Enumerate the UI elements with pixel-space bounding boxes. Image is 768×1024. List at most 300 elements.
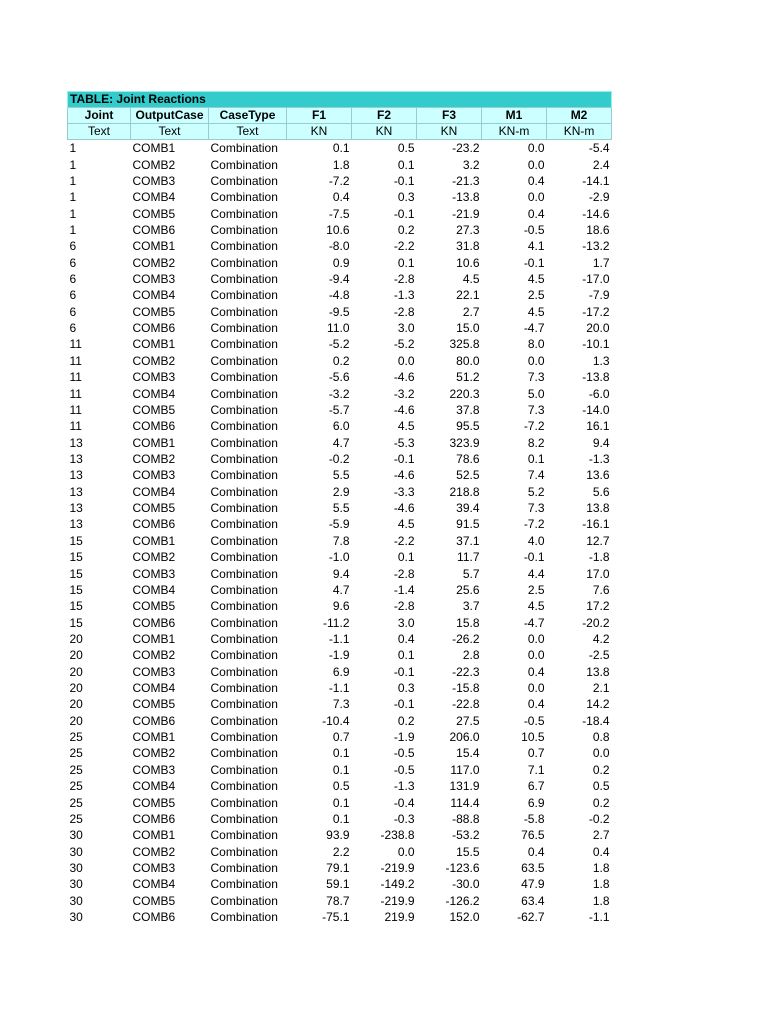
cell-f1: 0.7 bbox=[332, 730, 350, 745]
cell-joint: 15 bbox=[69, 615, 83, 630]
cell-f3: 2.8 bbox=[462, 648, 480, 663]
column-header-f2: F2 bbox=[352, 108, 417, 124]
cell-f2: -4.6 bbox=[393, 402, 415, 417]
cell-case-type: Combination bbox=[210, 877, 278, 892]
cell-f2: -0.1 bbox=[393, 452, 415, 466]
cell-f1: -1.1 bbox=[328, 631, 350, 646]
cell-output-case: COMB5 bbox=[132, 501, 176, 516]
table-row bbox=[68, 500, 612, 516]
cell-f3: 131.9 bbox=[449, 779, 480, 794]
table-row bbox=[68, 778, 612, 794]
cell-f2: -1.4 bbox=[393, 582, 415, 597]
cell-m1: 63.4 bbox=[521, 893, 545, 908]
cell-joint: 25 bbox=[69, 779, 83, 794]
cell-joint: 25 bbox=[69, 795, 83, 810]
cell-m2: 1.8 bbox=[592, 860, 610, 875]
cell-f1: 6.0 bbox=[332, 419, 350, 434]
table-row bbox=[68, 467, 612, 483]
cell-joint: 11 bbox=[69, 402, 82, 417]
table-row bbox=[68, 434, 612, 450]
cell-output-case: COMB3 bbox=[132, 370, 176, 385]
cell-joint: 11 bbox=[69, 353, 82, 368]
cell-f3: -21.3 bbox=[452, 173, 480, 188]
cell-f3: 31.8 bbox=[456, 239, 480, 254]
cell-f3: 22.1 bbox=[456, 288, 480, 303]
cell-f3: -23.2 bbox=[452, 141, 480, 156]
table-row bbox=[68, 745, 612, 761]
cell-m1: 5.0 bbox=[527, 386, 545, 401]
cell-m1: 10.5 bbox=[521, 730, 545, 745]
cell-m2: -1.3 bbox=[588, 452, 610, 466]
cell-joint: 6 bbox=[69, 255, 77, 270]
cell-f1: -3.2 bbox=[328, 386, 350, 401]
cell-f2: 4.5 bbox=[397, 517, 415, 532]
cell-f2: 3.0 bbox=[397, 321, 415, 336]
table-row bbox=[68, 647, 612, 663]
cell-m1: 7.3 bbox=[527, 501, 545, 516]
cell-m2: -13.2 bbox=[582, 239, 610, 254]
cell-output-case: COMB1 bbox=[132, 141, 176, 156]
cell-m1: 0.4 bbox=[527, 173, 545, 188]
cell-output-case: COMB5 bbox=[132, 795, 176, 810]
cell-m1: 0.0 bbox=[527, 157, 545, 172]
table-row bbox=[68, 451, 612, 467]
cell-f2: -1.3 bbox=[393, 779, 415, 794]
cell-f1: 5.5 bbox=[332, 501, 350, 516]
cell-joint: 1 bbox=[69, 206, 77, 221]
cell-f3: -26.2 bbox=[452, 631, 480, 646]
cell-m1: 0.4 bbox=[527, 844, 545, 859]
cell-joint: 20 bbox=[69, 713, 83, 728]
cell-f2: -238.8 bbox=[380, 828, 415, 843]
cell-f2: -0.3 bbox=[393, 811, 415, 826]
cell-f3: 15.5 bbox=[456, 844, 480, 859]
cell-f1: -1.9 bbox=[328, 648, 350, 663]
cell-output-case: COMB1 bbox=[132, 730, 176, 745]
cell-m2: 7.6 bbox=[592, 582, 610, 597]
table-row bbox=[68, 304, 612, 320]
cell-f1: -11.2 bbox=[323, 615, 350, 630]
cell-joint: 1 bbox=[69, 141, 77, 156]
cell-m2: 0.5 bbox=[592, 779, 610, 794]
cell-m2: 0.2 bbox=[592, 762, 610, 777]
cell-m1: 0.7 bbox=[527, 746, 545, 761]
cell-f2: 4.5 bbox=[397, 419, 415, 434]
cell-f3: 78.6 bbox=[456, 452, 480, 466]
cell-f1: 79.1 bbox=[326, 860, 350, 875]
cell-m2: 1.8 bbox=[592, 877, 610, 892]
cell-f3: 218.8 bbox=[449, 484, 480, 499]
cell-f1: 59.1 bbox=[326, 877, 350, 892]
cell-m2: -2.5 bbox=[588, 648, 610, 663]
cell-m1: 4.5 bbox=[527, 599, 545, 614]
cell-joint: 6 bbox=[69, 288, 77, 303]
cell-f2: 0.3 bbox=[397, 681, 415, 696]
cell-f3: -15.8 bbox=[452, 681, 480, 696]
cell-case-type: Combination bbox=[210, 599, 278, 614]
cell-f1: 0.9 bbox=[332, 255, 350, 270]
cell-f1: -75.1 bbox=[322, 910, 350, 925]
cell-joint: 6 bbox=[69, 272, 77, 287]
cell-f3: 15.0 bbox=[456, 321, 480, 336]
cell-f1: 2.9 bbox=[332, 484, 350, 499]
table-row bbox=[68, 909, 612, 925]
cell-f1: 10.6 bbox=[326, 222, 350, 237]
joint-reactions-table bbox=[67, 91, 612, 925]
cell-output-case: COMB2 bbox=[132, 255, 176, 270]
cell-output-case: COMB5 bbox=[132, 304, 176, 319]
cell-f2: 0.1 bbox=[397, 255, 415, 270]
cell-m2: -17.0 bbox=[582, 272, 610, 287]
cell-f3: 51.2 bbox=[456, 370, 480, 385]
cell-case-type: Combination bbox=[210, 566, 278, 581]
cell-output-case: COMB3 bbox=[132, 664, 176, 679]
cell-output-case: COMB6 bbox=[132, 419, 176, 434]
cell-output-case: COMB3 bbox=[132, 762, 176, 777]
cell-f1: 0.1 bbox=[332, 795, 350, 810]
cell-case-type: Combination bbox=[210, 255, 278, 270]
cell-f2: -1.9 bbox=[393, 730, 415, 745]
cell-m1: 6.7 bbox=[527, 779, 545, 794]
cell-f1: 2.2 bbox=[332, 844, 350, 859]
table-row bbox=[68, 811, 612, 827]
table-row bbox=[68, 762, 612, 778]
cell-output-case: COMB6 bbox=[132, 321, 176, 336]
cell-m2: -17.2 bbox=[582, 304, 610, 319]
cell-f2: -219.9 bbox=[380, 893, 415, 908]
cell-case-type: Combination bbox=[210, 468, 278, 483]
cell-output-case: COMB4 bbox=[132, 877, 176, 892]
cell-joint: 15 bbox=[69, 599, 83, 614]
cell-f3: 206.0 bbox=[449, 730, 480, 745]
cell-output-case: COMB1 bbox=[132, 828, 176, 843]
cell-f3: 220.3 bbox=[449, 386, 480, 401]
cell-m2: -14.1 bbox=[582, 173, 610, 188]
cell-case-type: Combination bbox=[210, 484, 278, 499]
cell-case-type: Combination bbox=[210, 173, 278, 188]
table-row bbox=[68, 238, 612, 254]
cell-joint: 25 bbox=[69, 746, 83, 761]
cell-case-type: Combination bbox=[210, 141, 278, 156]
cell-f2: 0.1 bbox=[397, 157, 415, 172]
cell-case-type: Combination bbox=[210, 402, 278, 417]
table-row bbox=[68, 664, 612, 680]
cell-output-case: COMB1 bbox=[132, 533, 176, 548]
cell-output-case: COMB6 bbox=[132, 222, 176, 237]
cell-case-type: Combination bbox=[210, 533, 278, 548]
table-row bbox=[68, 827, 612, 843]
cell-f3: 114.4 bbox=[450, 795, 480, 810]
cell-output-case: COMB2 bbox=[132, 157, 176, 172]
cell-m1: 6.9 bbox=[527, 795, 545, 810]
cell-f1: 0.1 bbox=[332, 811, 350, 826]
cell-output-case: COMB3 bbox=[132, 272, 176, 287]
cell-f3: 117.0 bbox=[450, 762, 480, 777]
cell-m1: -5.8 bbox=[523, 811, 545, 826]
cell-output-case: COMB4 bbox=[132, 386, 176, 401]
cell-f3: -22.3 bbox=[452, 664, 480, 679]
cell-m1: 0.0 bbox=[527, 190, 545, 205]
cell-case-type: Combination bbox=[210, 222, 278, 237]
cell-m2: 0.8 bbox=[592, 730, 610, 745]
cell-m2: 13.8 bbox=[586, 664, 610, 679]
cell-case-type: Combination bbox=[210, 386, 278, 401]
cell-m2: 20.0 bbox=[586, 321, 610, 336]
cell-m1: 4.4 bbox=[527, 566, 545, 581]
table-row bbox=[68, 598, 612, 614]
table-row bbox=[68, 369, 612, 385]
cell-output-case: COMB4 bbox=[132, 190, 176, 205]
cell-f2: -0.1 bbox=[393, 697, 415, 712]
cell-m2: 4.2 bbox=[592, 631, 610, 646]
cell-output-case: COMB3 bbox=[132, 173, 176, 188]
table-row bbox=[68, 860, 612, 876]
column-header-joint: Joint bbox=[68, 108, 131, 124]
cell-f3: 39.4 bbox=[456, 501, 480, 516]
cell-m1: 0.0 bbox=[527, 141, 545, 156]
cell-m2: -10.1 bbox=[582, 337, 610, 352]
cell-f2: 0.3 bbox=[397, 190, 415, 205]
cell-f2: 0.5 bbox=[397, 141, 415, 156]
cell-output-case: COMB1 bbox=[132, 239, 176, 254]
cell-f3: -53.2 bbox=[452, 828, 480, 843]
column-header-m1: M1 bbox=[482, 108, 547, 124]
cell-case-type: Combination bbox=[210, 304, 278, 319]
cell-f3: 323.9 bbox=[449, 435, 480, 450]
cell-joint: 20 bbox=[69, 664, 83, 679]
cell-m1: 63.5 bbox=[521, 860, 545, 875]
cell-m2: -2.9 bbox=[588, 190, 610, 205]
cell-f2: -2.8 bbox=[393, 304, 415, 319]
cell-output-case: COMB5 bbox=[132, 402, 176, 417]
cell-f3: 2.7 bbox=[462, 304, 480, 319]
unit-cell: Text bbox=[68, 124, 131, 140]
cell-f1: 11.0 bbox=[327, 321, 350, 336]
cell-joint: 15 bbox=[69, 566, 83, 581]
cell-f3: 37.8 bbox=[456, 402, 480, 417]
cell-case-type: Combination bbox=[210, 582, 278, 597]
cell-f2: 0.1 bbox=[397, 648, 415, 663]
cell-case-type: Combination bbox=[210, 321, 278, 336]
cell-case-type: Combination bbox=[210, 239, 278, 254]
cell-m2: 1.3 bbox=[592, 353, 610, 368]
cell-case-type: Combination bbox=[210, 190, 278, 205]
column-header-outputcase: OutputCase bbox=[131, 108, 209, 124]
cell-m1: 4.5 bbox=[527, 272, 545, 287]
cell-f1: -5.6 bbox=[328, 370, 350, 385]
cell-f2: -0.1 bbox=[393, 173, 415, 188]
cell-case-type: Combination bbox=[210, 664, 278, 679]
cell-joint: 6 bbox=[69, 239, 77, 254]
table-row bbox=[68, 353, 612, 369]
cell-f2: -2.2 bbox=[393, 239, 415, 254]
cell-f2: -3.2 bbox=[393, 386, 415, 401]
cell-f1: -9.4 bbox=[328, 272, 350, 287]
cell-f1: -1.0 bbox=[328, 550, 350, 565]
cell-f1: 93.9 bbox=[326, 828, 350, 843]
unit-cell: KN-m bbox=[547, 124, 612, 140]
column-header-m2: M2 bbox=[547, 108, 612, 124]
cell-f3: 5.7 bbox=[462, 566, 480, 581]
cell-f3: -13.8 bbox=[452, 190, 480, 205]
cell-output-case: COMB4 bbox=[132, 484, 176, 499]
cell-case-type: Combination bbox=[210, 206, 278, 221]
cell-f3: 37.1 bbox=[456, 533, 480, 548]
unit-cell: KN bbox=[287, 124, 352, 140]
table-row bbox=[68, 549, 612, 565]
cell-m2: 14.2 bbox=[586, 697, 610, 712]
cell-f2: 0.2 bbox=[397, 222, 415, 237]
cell-f2: -149.2 bbox=[380, 877, 415, 892]
cell-f1: -5.9 bbox=[328, 517, 350, 532]
cell-m1: 76.5 bbox=[521, 828, 545, 843]
table-row bbox=[68, 271, 612, 287]
cell-output-case: COMB5 bbox=[132, 599, 176, 614]
cell-f1: -4.8 bbox=[328, 288, 350, 303]
cell-case-type: Combination bbox=[210, 811, 278, 826]
unit-cell: KN bbox=[417, 124, 482, 140]
cell-m1: 8.2 bbox=[527, 435, 545, 450]
cell-m2: -1.8 bbox=[588, 550, 610, 565]
cell-m2: 17.2 bbox=[586, 599, 610, 614]
cell-m2: 9.4 bbox=[592, 435, 610, 450]
cell-output-case: COMB4 bbox=[132, 288, 176, 303]
table-row bbox=[68, 729, 612, 745]
cell-joint: 20 bbox=[69, 631, 83, 646]
cell-f3: -30.0 bbox=[452, 877, 480, 892]
cell-m1: 5.2 bbox=[527, 484, 545, 499]
table-row bbox=[68, 582, 612, 598]
cell-f2: 0.0 bbox=[397, 353, 415, 368]
cell-output-case: COMB1 bbox=[132, 631, 176, 646]
cell-f2: -0.4 bbox=[393, 795, 415, 810]
unit-cell: Text bbox=[131, 124, 209, 140]
cell-f1: 0.2 bbox=[332, 353, 350, 368]
table-body bbox=[68, 140, 612, 926]
cell-m1: 4.5 bbox=[527, 304, 545, 319]
cell-m2: -1.1 bbox=[588, 910, 610, 925]
cell-m1: -0.1 bbox=[523, 550, 545, 565]
cell-case-type: Combination bbox=[210, 795, 278, 810]
column-header-row bbox=[68, 108, 612, 124]
cell-f1: 6.9 bbox=[332, 664, 350, 679]
cell-case-type: Combination bbox=[210, 844, 278, 859]
cell-joint: 25 bbox=[69, 811, 83, 826]
cell-output-case: COMB6 bbox=[132, 615, 176, 630]
cell-case-type: Combination bbox=[210, 860, 278, 875]
cell-f1: 0.1 bbox=[332, 762, 350, 777]
cell-output-case: COMB2 bbox=[132, 353, 176, 368]
table-row bbox=[68, 631, 612, 647]
cell-case-type: Combination bbox=[210, 713, 278, 728]
cell-m1: -0.5 bbox=[523, 713, 545, 728]
cell-m2: 0.2 bbox=[592, 795, 610, 810]
cell-f1: 7.8 bbox=[332, 533, 350, 548]
cell-f1: -10.4 bbox=[322, 713, 350, 728]
cell-f1: -7.2 bbox=[328, 173, 350, 188]
table-row bbox=[68, 320, 612, 336]
table-row bbox=[68, 140, 612, 157]
cell-m2: 1.7 bbox=[592, 255, 610, 270]
cell-case-type: Combination bbox=[210, 370, 278, 385]
cell-case-type: Combination bbox=[210, 681, 278, 696]
cell-f1: 0.4 bbox=[332, 190, 350, 205]
cell-m2: 2.1 bbox=[592, 681, 610, 696]
cell-case-type: Combination bbox=[210, 501, 278, 516]
column-header-f1: F1 bbox=[287, 108, 352, 124]
cell-m2: -0.2 bbox=[588, 811, 610, 826]
cell-output-case: COMB2 bbox=[132, 746, 176, 761]
cell-m1: 0.4 bbox=[527, 664, 545, 679]
cell-output-case: COMB4 bbox=[132, 681, 176, 696]
cell-f2: -5.2 bbox=[393, 337, 415, 352]
cell-f3: -123.6 bbox=[445, 860, 480, 875]
units-row bbox=[68, 124, 612, 140]
cell-f2: -2.8 bbox=[393, 599, 415, 614]
cell-joint: 13 bbox=[69, 484, 83, 499]
cell-case-type: Combination bbox=[210, 337, 278, 352]
cell-m2: -6.0 bbox=[588, 386, 610, 401]
table-row bbox=[68, 189, 612, 205]
cell-joint: 30 bbox=[69, 893, 83, 908]
cell-f2: 0.0 bbox=[397, 844, 415, 859]
cell-f2: -3.3 bbox=[393, 484, 415, 499]
cell-joint: 11 bbox=[69, 386, 82, 401]
cell-output-case: COMB4 bbox=[132, 582, 176, 597]
cell-f1: -5.2 bbox=[328, 337, 350, 352]
table-row bbox=[68, 205, 612, 221]
cell-m2: 18.6 bbox=[586, 222, 610, 237]
cell-joint: 15 bbox=[69, 533, 83, 548]
cell-m1: -4.7 bbox=[523, 321, 545, 336]
cell-f2: -2.8 bbox=[393, 272, 415, 287]
table-row bbox=[68, 484, 612, 500]
cell-case-type: Combination bbox=[210, 648, 278, 663]
cell-output-case: COMB6 bbox=[132, 713, 176, 728]
cell-f2: 0.1 bbox=[397, 550, 415, 565]
cell-m2: -16.1 bbox=[582, 517, 610, 532]
cell-case-type: Combination bbox=[210, 517, 278, 532]
cell-f2: -2.8 bbox=[393, 566, 415, 581]
table-row bbox=[68, 533, 612, 549]
cell-f3: 27.3 bbox=[456, 222, 480, 237]
table-row bbox=[68, 418, 612, 434]
cell-m1: -0.5 bbox=[523, 222, 545, 237]
cell-m1: 4.1 bbox=[527, 239, 545, 254]
cell-f3: 52.5 bbox=[456, 468, 480, 483]
unit-cell: Text bbox=[209, 124, 287, 140]
cell-f1: 7.3 bbox=[332, 697, 350, 712]
cell-f2: -1.3 bbox=[393, 288, 415, 303]
cell-m2: 2.4 bbox=[592, 157, 610, 172]
cell-f1: -0.2 bbox=[328, 452, 350, 466]
cell-f1: 0.1 bbox=[332, 141, 350, 156]
cell-m2: 2.7 bbox=[592, 828, 610, 843]
table-row bbox=[68, 565, 612, 581]
cell-f1: 1.8 bbox=[332, 157, 350, 172]
joint-reactions-sheet bbox=[67, 91, 611, 925]
cell-f3: 325.8 bbox=[449, 337, 480, 352]
cell-joint: 30 bbox=[69, 877, 83, 892]
cell-f1: -9.5 bbox=[328, 304, 350, 319]
cell-m2: 17.0 bbox=[586, 566, 610, 581]
cell-joint: 1 bbox=[69, 173, 77, 188]
cell-f3: 152.0 bbox=[449, 910, 480, 925]
cell-m2: 5.6 bbox=[592, 484, 610, 499]
cell-joint: 11 bbox=[69, 370, 82, 385]
cell-joint: 6 bbox=[69, 304, 77, 319]
table-title-row bbox=[68, 92, 612, 108]
